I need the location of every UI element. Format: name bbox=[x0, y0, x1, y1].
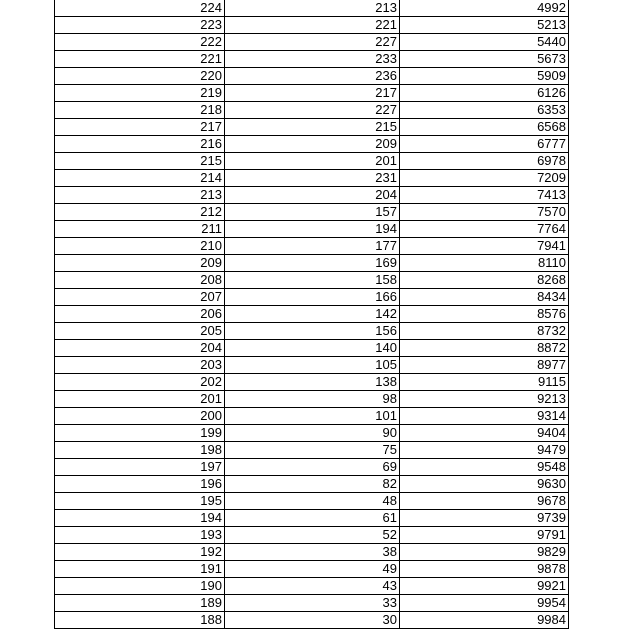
table-cell-col-1[interactable]: 220 bbox=[55, 68, 225, 85]
table-cell-col-2[interactable]: 227 bbox=[225, 102, 400, 119]
table-cell-col-2[interactable]: 221 bbox=[225, 17, 400, 34]
table-cell-col-3[interactable]: 9213 bbox=[400, 391, 569, 408]
table-cell-col-1[interactable]: 206 bbox=[55, 306, 225, 323]
table-row bbox=[55, 34, 569, 51]
table-cell-col-1[interactable]: 209 bbox=[55, 255, 225, 272]
table-cell-col-3[interactable]: 4992 bbox=[400, 0, 569, 17]
table-cell-col-2[interactable]: 43 bbox=[225, 578, 400, 595]
table-cell-col-3[interactable]: 7413 bbox=[400, 187, 569, 204]
table-cell-col-1[interactable]: 218 bbox=[55, 102, 225, 119]
table-cell-col-2[interactable]: 142 bbox=[225, 306, 400, 323]
table-cell-col-1[interactable]: 215 bbox=[55, 153, 225, 170]
table-row bbox=[55, 306, 569, 323]
table-cell-col-3[interactable]: 6777 bbox=[400, 136, 569, 153]
table-cell-col-3[interactable]: 9791 bbox=[400, 527, 569, 544]
table-cell-col-1[interactable]: 196 bbox=[55, 476, 225, 493]
table-row bbox=[55, 391, 569, 408]
table-cell-col-2[interactable]: 233 bbox=[225, 51, 400, 68]
table-cell-col-3[interactable]: 5909 bbox=[400, 68, 569, 85]
table-cell-col-1[interactable]: 217 bbox=[55, 119, 225, 136]
table-cell-col-3[interactable]: 9479 bbox=[400, 442, 569, 459]
table-cell-col-1[interactable]: 199 bbox=[55, 425, 225, 442]
table-cell-col-3[interactable]: 9829 bbox=[400, 544, 569, 561]
table-cell-col-1[interactable]: 222 bbox=[55, 34, 225, 51]
table-row bbox=[55, 136, 569, 153]
table-row bbox=[55, 357, 569, 374]
table-cell-col-3[interactable]: 8268 bbox=[400, 272, 569, 289]
table-cell-col-3[interactable]: 5673 bbox=[400, 51, 569, 68]
table-cell-col-1[interactable]: 207 bbox=[55, 289, 225, 306]
table-cell-col-3[interactable]: 6978 bbox=[400, 153, 569, 170]
table-cell-col-3[interactable]: 9630 bbox=[400, 476, 569, 493]
table-cell-col-1[interactable]: 216 bbox=[55, 136, 225, 153]
table-cell-col-3[interactable]: 9878 bbox=[400, 561, 569, 578]
table-cell-col-1[interactable]: 189 bbox=[55, 595, 225, 612]
table-row bbox=[55, 238, 569, 255]
table-cell-col-3[interactable]: 9739 bbox=[400, 510, 569, 527]
table-cell-col-2[interactable]: 177 bbox=[225, 238, 400, 255]
table-cell-col-1[interactable]: 195 bbox=[55, 493, 225, 510]
table-cell-col-3[interactable]: 9404 bbox=[400, 425, 569, 442]
table-cell-col-2[interactable]: 30 bbox=[225, 612, 400, 629]
table-cell-col-2[interactable]: 90 bbox=[225, 425, 400, 442]
table-cell-col-1[interactable]: 211 bbox=[55, 221, 225, 238]
table-cell-col-3[interactable]: 9115 bbox=[400, 374, 569, 391]
table-row bbox=[55, 476, 569, 493]
table-cell-col-3[interactable]: 8110 bbox=[400, 255, 569, 272]
table-cell-col-3[interactable]: 9314 bbox=[400, 408, 569, 425]
table-cell-col-2[interactable]: 204 bbox=[225, 187, 400, 204]
table-cell-col-2[interactable]: 194 bbox=[225, 221, 400, 238]
table-row bbox=[55, 119, 569, 136]
table-cell-col-2[interactable]: 61 bbox=[225, 510, 400, 527]
table-cell-col-2[interactable]: 158 bbox=[225, 272, 400, 289]
table-cell-col-3[interactable]: 5440 bbox=[400, 34, 569, 51]
table-cell-col-2[interactable]: 101 bbox=[225, 408, 400, 425]
table-cell-col-2[interactable]: 69 bbox=[225, 459, 400, 476]
table-cell-col-2[interactable]: 82 bbox=[225, 476, 400, 493]
table-cell-col-2[interactable]: 38 bbox=[225, 544, 400, 561]
table-row bbox=[55, 425, 569, 442]
table-cell-col-1[interactable]: 202 bbox=[55, 374, 225, 391]
table-row bbox=[55, 0, 569, 17]
data-table bbox=[54, 0, 569, 629]
table-row bbox=[55, 289, 569, 306]
table-row bbox=[55, 510, 569, 527]
table-cell-col-2[interactable]: 33 bbox=[225, 595, 400, 612]
table-cell-col-2[interactable]: 49 bbox=[225, 561, 400, 578]
table-cell-col-2[interactable]: 215 bbox=[225, 119, 400, 136]
table-cell-col-1[interactable]: 190 bbox=[55, 578, 225, 595]
table-cell-col-1[interactable]: 205 bbox=[55, 323, 225, 340]
table-cell-col-3[interactable]: 5213 bbox=[400, 17, 569, 34]
table-row bbox=[55, 493, 569, 510]
table-row bbox=[55, 578, 569, 595]
table-cell-col-3[interactable]: 9984 bbox=[400, 612, 569, 629]
table-row bbox=[55, 187, 569, 204]
table-cell-col-1[interactable]: 223 bbox=[55, 17, 225, 34]
table-cell-col-3[interactable]: 9954 bbox=[400, 595, 569, 612]
table-cell-col-3[interactable]: 9678 bbox=[400, 493, 569, 510]
table-row bbox=[55, 221, 569, 238]
table-row bbox=[55, 595, 569, 612]
table-row bbox=[55, 459, 569, 476]
table-row bbox=[55, 68, 569, 85]
table-cell-col-1[interactable]: 200 bbox=[55, 408, 225, 425]
table-cell-col-3[interactable]: 6568 bbox=[400, 119, 569, 136]
table-cell-col-1[interactable]: 194 bbox=[55, 510, 225, 527]
table-row bbox=[55, 51, 569, 68]
table-row bbox=[55, 153, 569, 170]
table-cell-col-3[interactable]: 7209 bbox=[400, 170, 569, 187]
table-cell-col-2[interactable]: 169 bbox=[225, 255, 400, 272]
table-cell-col-2[interactable]: 217 bbox=[225, 85, 400, 102]
table-cell-col-2[interactable]: 75 bbox=[225, 442, 400, 459]
table-cell-col-3[interactable]: 6353 bbox=[400, 102, 569, 119]
table-row bbox=[55, 527, 569, 544]
table-cell-col-1[interactable]: 197 bbox=[55, 459, 225, 476]
table-cell-col-3[interactable]: 8576 bbox=[400, 306, 569, 323]
table-row bbox=[55, 272, 569, 289]
table-cell-col-2[interactable]: 157 bbox=[225, 204, 400, 221]
table-cell-col-3[interactable]: 8872 bbox=[400, 340, 569, 357]
table-cell-col-3[interactable]: 8977 bbox=[400, 357, 569, 374]
table-row bbox=[55, 340, 569, 357]
table-cell-col-1[interactable]: 213 bbox=[55, 187, 225, 204]
table-cell-col-1[interactable]: 191 bbox=[55, 561, 225, 578]
table-cell-col-3[interactable]: 8434 bbox=[400, 289, 569, 306]
table-row bbox=[55, 561, 569, 578]
table-cell-col-1[interactable]: 204 bbox=[55, 340, 225, 357]
table-row bbox=[55, 255, 569, 272]
table-cell-col-2[interactable]: 105 bbox=[225, 357, 400, 374]
table-row bbox=[55, 323, 569, 340]
table-cell-col-2[interactable]: 48 bbox=[225, 493, 400, 510]
table-body bbox=[55, 0, 569, 629]
table-cell-col-1[interactable]: 193 bbox=[55, 527, 225, 544]
table-cell-col-1[interactable]: 221 bbox=[55, 51, 225, 68]
table-row bbox=[55, 544, 569, 561]
table-cell-col-2[interactable]: 213 bbox=[225, 0, 400, 17]
table-cell-col-2[interactable]: 98 bbox=[225, 391, 400, 408]
table-row bbox=[55, 612, 569, 629]
table-row bbox=[55, 442, 569, 459]
table-cell-col-1[interactable]: 192 bbox=[55, 544, 225, 561]
table-cell-col-2[interactable]: 166 bbox=[225, 289, 400, 306]
table-cell-col-1[interactable]: 188 bbox=[55, 612, 225, 629]
table-cell-col-2[interactable]: 236 bbox=[225, 68, 400, 85]
table-cell-col-3[interactable]: 6126 bbox=[400, 85, 569, 102]
table-cell-col-1[interactable]: 212 bbox=[55, 204, 225, 221]
table-cell-col-1[interactable]: 210 bbox=[55, 238, 225, 255]
table-cell-col-1[interactable]: 219 bbox=[55, 85, 225, 102]
table-cell-col-2[interactable]: 140 bbox=[225, 340, 400, 357]
table-cell-col-2[interactable]: 209 bbox=[225, 136, 400, 153]
table-cell-col-1[interactable]: 198 bbox=[55, 442, 225, 459]
table-cell-col-3[interactable]: 7570 bbox=[400, 204, 569, 221]
table-cell-col-2[interactable]: 138 bbox=[225, 374, 400, 391]
table-cell-col-3[interactable]: 9548 bbox=[400, 459, 569, 476]
table-cell-col-1[interactable]: 214 bbox=[55, 170, 225, 187]
table-row bbox=[55, 85, 569, 102]
table-cell-col-1[interactable]: 203 bbox=[55, 357, 225, 374]
table-cell-col-2[interactable]: 156 bbox=[225, 323, 400, 340]
table-row bbox=[55, 204, 569, 221]
table-cell-col-3[interactable]: 7941 bbox=[400, 238, 569, 255]
table-cell-col-1[interactable]: 208 bbox=[55, 272, 225, 289]
table-cell-col-1[interactable]: 224 bbox=[55, 0, 225, 17]
table-row bbox=[55, 102, 569, 119]
table-cell-col-2[interactable]: 52 bbox=[225, 527, 400, 544]
table-cell-col-3[interactable]: 7764 bbox=[400, 221, 569, 238]
table-row bbox=[55, 170, 569, 187]
table-cell-col-2[interactable]: 231 bbox=[225, 170, 400, 187]
table-cell-col-2[interactable]: 227 bbox=[225, 34, 400, 51]
table-cell-col-2[interactable]: 201 bbox=[225, 153, 400, 170]
table-cell-col-1[interactable]: 201 bbox=[55, 391, 225, 408]
table-row bbox=[55, 408, 569, 425]
table-row bbox=[55, 17, 569, 34]
table-cell-col-3[interactable]: 9921 bbox=[400, 578, 569, 595]
table-cell-col-3[interactable]: 8732 bbox=[400, 323, 569, 340]
table-row bbox=[55, 374, 569, 391]
